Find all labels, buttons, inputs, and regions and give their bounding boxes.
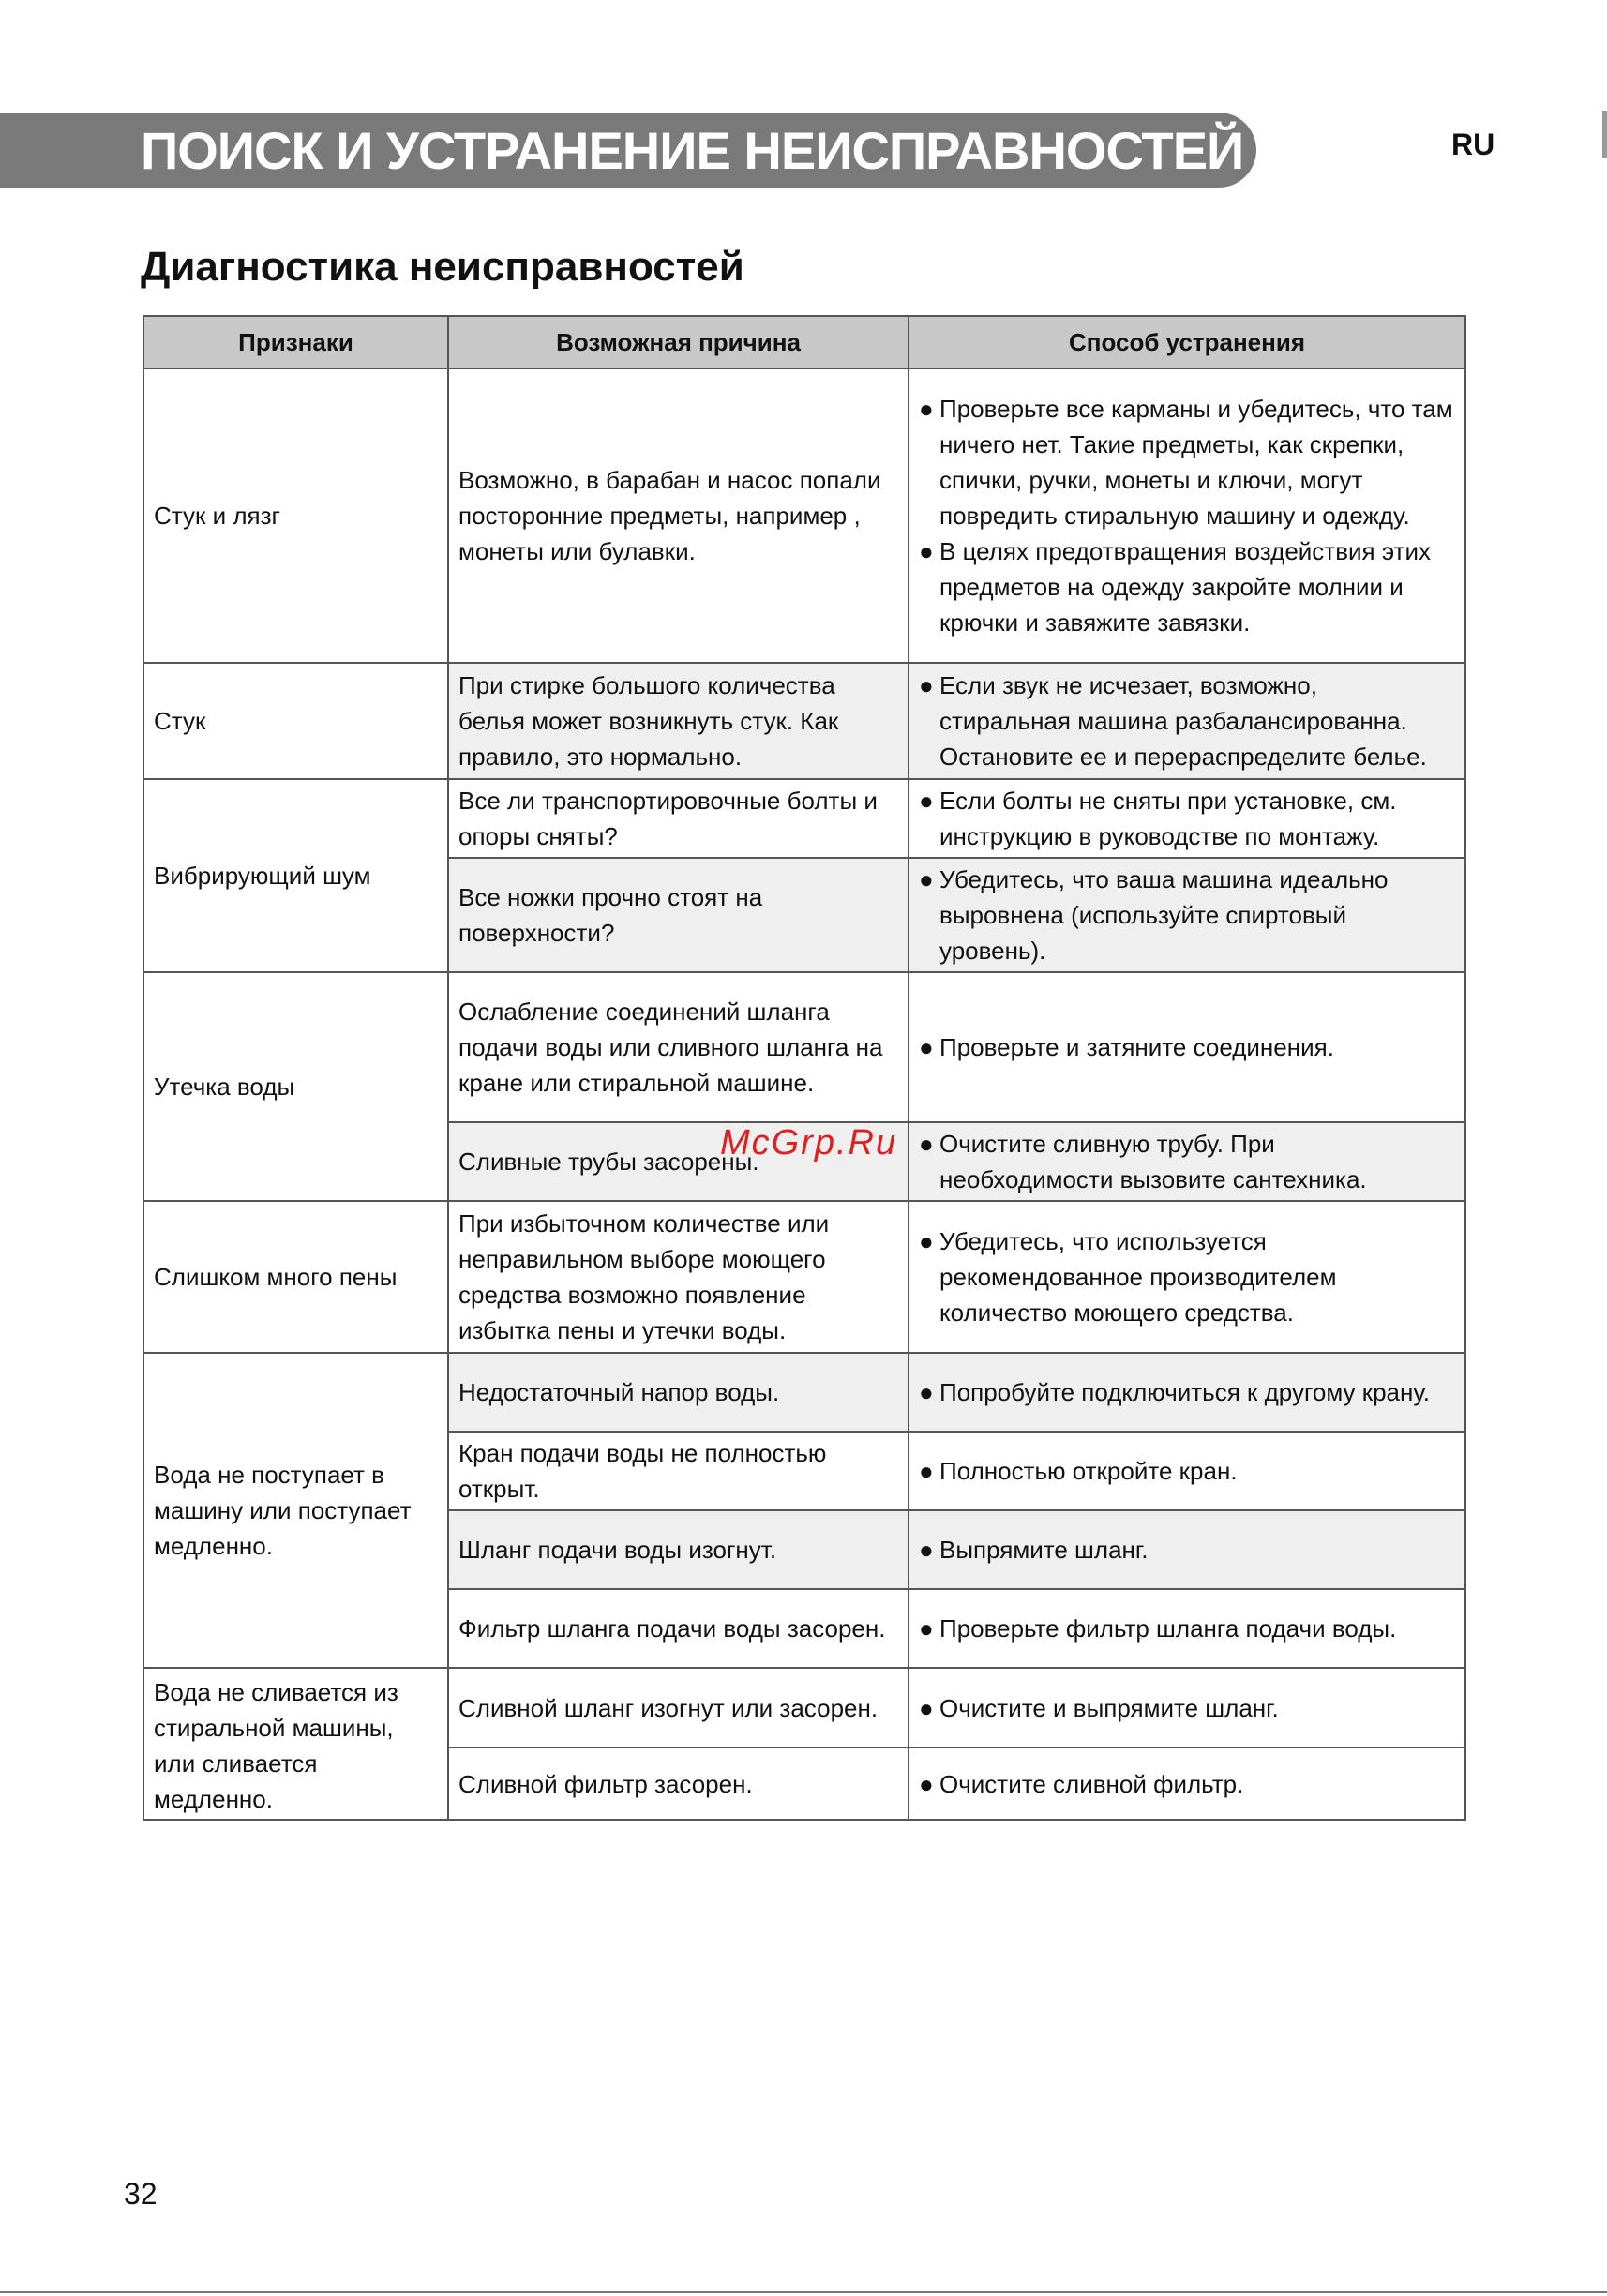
troubleshooting-table — [143, 315, 1466, 1821]
solution-item — [919, 1453, 1455, 1489]
bullet-icon: ● — [919, 787, 934, 815]
solution-cell — [909, 779, 1465, 858]
solution-item — [919, 1223, 1455, 1330]
table-row — [143, 1353, 1465, 1432]
solution-text: Проверьте все карманы и убедитесь, что там ничего нет. Такие предметы, как скрепки, спички, ручки, монеты и ключи, могут повредить стиральную машину и одежду. — [939, 395, 1453, 530]
cause-cell: При стирке большого количества белья может возникнуть стук. Как правило, это нормально. — [448, 663, 909, 779]
symptom-cell: Вода не поступает в машину или поступает медленно. — [143, 1353, 448, 1668]
solution-text: Проверьте фильтр шланга подачи воды. — [939, 1614, 1397, 1643]
solution-text: Выпрямите шланг. — [939, 1536, 1149, 1564]
solution-item — [919, 1690, 1455, 1726]
symptom-cell: Вибрирующий шум — [143, 779, 448, 972]
cause-cell: Все ли транспортировочные болты и опоры сняты? — [448, 779, 909, 858]
table-row — [143, 1668, 1465, 1748]
page-title: ПОИСК И УСТРАНЕНИЕ НЕИСПРАВНОСТЕЙ — [141, 121, 1244, 180]
symptom-cell: Стук — [143, 663, 448, 779]
bullet-icon: ● — [919, 671, 934, 699]
cause-cell: Сливные трубы засорены. — [448, 1122, 909, 1201]
header-cause: Возможная причина — [448, 316, 909, 368]
symptom-cell: Слишком много пены — [143, 1201, 448, 1353]
cause-cell: Кран подачи воды не полностью открыт. — [448, 1432, 909, 1510]
solution-cell — [909, 1432, 1465, 1510]
bullet-icon: ● — [919, 1227, 934, 1255]
bullet-icon: ● — [919, 1033, 934, 1061]
header-symptoms: Признаки — [143, 316, 448, 368]
solution-cell — [909, 1201, 1465, 1353]
solution-text: Попробуйте подключиться к другому крану. — [939, 1378, 1430, 1406]
solution-text: Если звук не исчезает, возможно, стиральная машина разбалансированна. Остановите ее и перераспределите белье. — [939, 671, 1427, 771]
solution-cell — [909, 1668, 1465, 1748]
solution-text: Полностью откройте кран. — [939, 1457, 1238, 1485]
table-row — [143, 663, 1465, 779]
table-row — [143, 779, 1465, 858]
solution-cell — [909, 972, 1465, 1122]
solution-text: Если болты не сняты при установке, см. инструкцию в руководстве по монтажу. — [939, 787, 1397, 850]
symptom-cell: Вода не сливается из стиральной машины, или сливается медленно. — [143, 1668, 448, 1820]
watermark: McGrp.Ru — [720, 1123, 898, 1163]
language-label: RU — [1451, 128, 1495, 161]
cause-cell: Недостаточный напор воды. — [448, 1353, 909, 1432]
solution-item — [919, 862, 1455, 968]
bullet-icon: ● — [919, 1130, 934, 1158]
cause-cell: Сливной шланг изогнут или засорен. — [448, 1668, 909, 1748]
bullet-icon: ● — [919, 1457, 934, 1485]
solution-item — [919, 783, 1455, 854]
solution-item — [919, 1374, 1455, 1410]
bullet-icon: ● — [919, 865, 934, 893]
solution-text: Очистите сливную трубу. При необходимости вызовите сантехника. — [939, 1130, 1367, 1193]
solution-cell — [909, 663, 1465, 779]
solution-cell — [909, 1122, 1465, 1201]
table-row — [143, 368, 1465, 663]
table-header-row — [143, 316, 1465, 368]
header-solution: Способ устранения — [909, 316, 1465, 368]
solution-cell — [909, 1510, 1465, 1589]
bullet-icon: ● — [919, 1378, 934, 1406]
solution-cell — [909, 1589, 1465, 1668]
solution-cell — [909, 858, 1465, 972]
solution-text: Очистите сливной фильтр. — [939, 1769, 1244, 1798]
solution-text: Убедитесь, что ваша машина идеально выровнена (используйте спиртовый уровень). — [939, 865, 1389, 965]
solution-item — [919, 668, 1455, 774]
bullet-icon: ● — [919, 1693, 934, 1722]
bullet-icon: ● — [919, 1769, 934, 1798]
table-row — [143, 972, 1465, 1122]
solution-item — [919, 1029, 1455, 1065]
table-row — [143, 1201, 1465, 1353]
solution-cell — [909, 1748, 1465, 1820]
symptom-cell: Утечка воды — [143, 972, 448, 1201]
cause-cell: Все ножки прочно стоят на поверхности? — [448, 858, 909, 972]
solution-item — [919, 1126, 1455, 1197]
solution-item — [919, 1611, 1455, 1646]
cause-cell: Ослабление соединений шланга подачи воды или сливного шланга на кране или стиральной машине. — [448, 972, 909, 1122]
bullet-icon: ● — [919, 537, 934, 565]
bottom-rule — [0, 2291, 1607, 2293]
bullet-icon: ● — [919, 1614, 934, 1643]
symptom-cell: Стук и лязг — [143, 368, 448, 663]
solution-cell — [909, 368, 1465, 663]
bullet-icon: ● — [919, 395, 934, 423]
solution-item — [919, 1532, 1455, 1568]
solution-cell — [909, 1353, 1465, 1432]
page-number: 32 — [124, 2177, 158, 2211]
cause-cell: Фильтр шланга подачи воды засорен. — [448, 1589, 909, 1668]
solution-item — [919, 1766, 1455, 1802]
cause-cell: Сливной фильтр засорен. — [448, 1748, 909, 1820]
section-title: Диагностика неисправностей — [141, 244, 744, 290]
solution-text: В целях предотвращения воздействия этих предметов на одежду закройте молнии и крючки и завяжите завязки. — [939, 537, 1431, 637]
cause-cell: При избыточном количестве или неправильном выборе моющего средства возможно появление избытка пены и утечки воды. — [448, 1201, 909, 1353]
cause-cell: Шланг подачи воды изогнут. — [448, 1510, 909, 1589]
bullet-icon: ● — [919, 1536, 934, 1564]
edge-tab-marker — [1602, 111, 1607, 158]
solution-item — [919, 533, 1455, 640]
solution-text: Очистите и выпрямите шланг. — [939, 1693, 1279, 1722]
solution-item — [919, 391, 1455, 533]
cause-cell: Возможно, в барабан и насос попали посторонние предметы, например , монеты или булавки. — [448, 368, 909, 663]
solution-text: Проверьте и затяните соединения. — [939, 1033, 1334, 1061]
solution-text: Убедитесь, что используется рекомендованное производителем количество моющего средства. — [939, 1227, 1337, 1327]
